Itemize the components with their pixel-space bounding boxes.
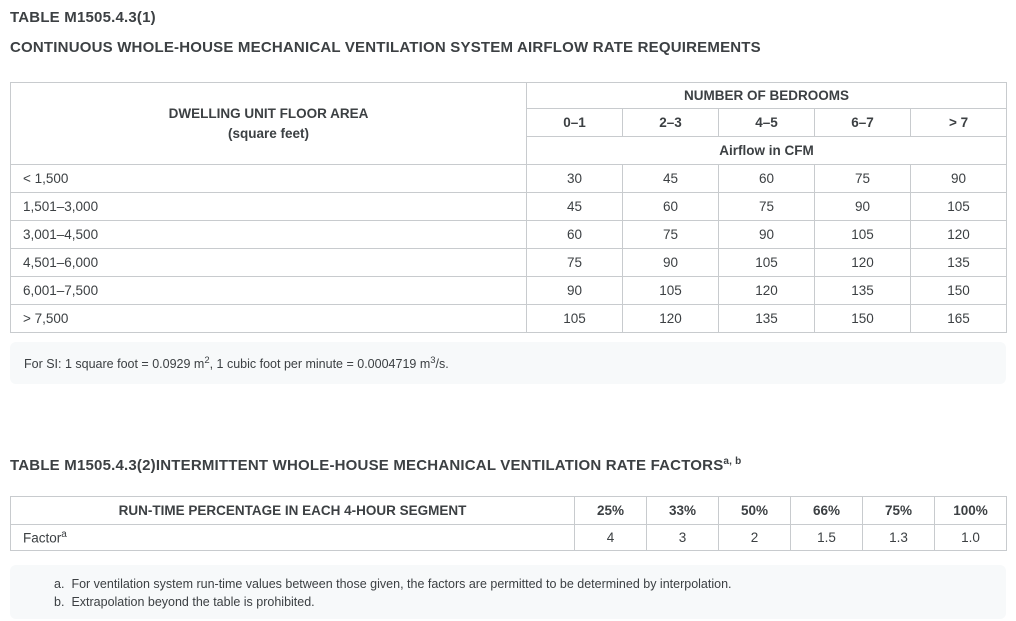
airflow-cell: 90 xyxy=(719,221,815,249)
footnote-b xyxy=(54,593,1006,611)
airflow-cell: 120 xyxy=(911,221,1007,249)
bedroom-range-cell: 0–1 xyxy=(527,109,623,137)
factor-superscript: a xyxy=(61,529,67,541)
si-note-text: For SI: 1 square foot = 0.0929 $m^2$, 1 cubic foot per minute = 0.0004719 $m^3/s$. xyxy=(24,354,449,372)
table1-title-number: TABLE M1505.4.3(1) xyxy=(10,9,156,26)
bedroom-range-cell: 6–7 xyxy=(815,109,911,137)
airflow-requirements-table xyxy=(10,82,1007,333)
percentage-cell: 50% xyxy=(719,497,791,525)
airflow-cell: 45 xyxy=(623,165,719,193)
table-row xyxy=(11,221,1007,249)
airflow-cell: 150 xyxy=(815,305,911,333)
airflow-cell: 120 xyxy=(815,249,911,277)
floor-area-cell: < 1,500 xyxy=(11,165,527,193)
airflow-subheader-cell: Airflow in CFM xyxy=(527,137,1007,165)
factor-label-cell: Factor$^a$ xyxy=(11,525,575,551)
airflow-cell: 75 xyxy=(815,165,911,193)
factor-value-cell: 1.0 xyxy=(935,525,1007,551)
airflow-cell: 105 xyxy=(527,305,623,333)
table-row xyxy=(11,305,1007,333)
airflow-cell: 120 xyxy=(719,277,815,305)
percentage-cell: 33% xyxy=(647,497,719,525)
airflow-cell: 90 xyxy=(911,165,1007,193)
table2-title xyxy=(10,453,1006,475)
airflow-cell: 135 xyxy=(911,249,1007,277)
footnote-letter: a. xyxy=(54,577,65,591)
airflow-cell: 135 xyxy=(815,277,911,305)
superscript: 3 xyxy=(430,354,436,366)
airflow-cell: 105 xyxy=(623,277,719,305)
airflow-cell: 75 xyxy=(623,221,719,249)
header-row-runtime xyxy=(11,497,1007,525)
floor-area-cell: 6,001–7,500 xyxy=(11,277,527,305)
table-row xyxy=(11,277,1007,305)
airflow-cell: 60 xyxy=(719,165,815,193)
footnote-a xyxy=(54,575,1006,593)
floor-area-header-line2: (square feet) xyxy=(227,125,310,141)
factor-value-cell: 2 xyxy=(719,525,791,551)
factor-row xyxy=(11,525,1007,551)
airflow-cell: 60 xyxy=(527,221,623,249)
table2-title-superscript: a, b xyxy=(723,456,742,467)
airflow-cell: 90 xyxy=(527,277,623,305)
floor-area-cell: 4,501–6,000 xyxy=(11,249,527,277)
bedrooms-group-header-cell: NUMBER OF BEDROOMS xyxy=(527,83,1007,109)
table2-title-text: TABLE M1505.4.3(2)INTERMITTENT WHOLE-HOUSE MECHANICAL VENTILATION RATE FACTORS xyxy=(10,457,724,474)
footnote-text: Extrapolation beyond the table is prohibited. xyxy=(71,595,315,609)
runtime-percentage-header-cell: RUN-TIME PERCENTAGE IN EACH 4-HOUR SEGMENT xyxy=(11,497,575,525)
floor-area-cell: 1,501–3,000 xyxy=(11,193,527,221)
table-row xyxy=(11,249,1007,277)
intermittent-rate-factors-table xyxy=(10,496,1007,551)
table-row xyxy=(11,193,1007,221)
factor-value-cell: 1.3 xyxy=(863,525,935,551)
factor-value-cell: 4 xyxy=(575,525,647,551)
table1-title-caption: CONTINUOUS WHOLE-HOUSE MECHANICAL VENTILATION SYSTEM AIRFLOW RATE REQUIREMENTS xyxy=(10,39,761,56)
factor-value-cell: 3 xyxy=(647,525,719,551)
airflow-cell: 75 xyxy=(719,193,815,221)
factor-value-cell: 1.5 xyxy=(791,525,863,551)
airflow-cell: 75 xyxy=(527,249,623,277)
footnote-text: For ventilation system run-time values between those given, the factors are permitted to be determined by interpolation. xyxy=(71,577,732,591)
floor-area-cell: 3,001–4,500 xyxy=(11,221,527,249)
airflow-cell: 105 xyxy=(719,249,815,277)
floor-area-header-cell xyxy=(11,83,527,165)
airflow-cell: 45 xyxy=(527,193,623,221)
airflow-cell: 135 xyxy=(719,305,815,333)
table-row xyxy=(11,165,1007,193)
bedroom-range-cell: > 7 xyxy=(911,109,1007,137)
footnote-letter: b. xyxy=(54,595,65,609)
airflow-cell: 105 xyxy=(911,193,1007,221)
bedroom-range-cell: 2–3 xyxy=(623,109,719,137)
airflow-cell: 105 xyxy=(815,221,911,249)
percentage-cell: 100% xyxy=(935,497,1007,525)
airflow-cell: 30 xyxy=(527,165,623,193)
header-row-group xyxy=(11,83,1007,109)
airflow-cell: 90 xyxy=(623,249,719,277)
airflow-cell: 90 xyxy=(815,193,911,221)
airflow-cell: 120 xyxy=(623,305,719,333)
airflow-cell: 60 xyxy=(623,193,719,221)
floor-area-cell: > 7,500 xyxy=(11,305,527,333)
si-conversion-note xyxy=(10,342,1006,384)
airflow-cell: 150 xyxy=(911,277,1007,305)
percentage-cell: 25% xyxy=(575,497,647,525)
floor-area-header-line1: DWELLING UNIT FLOOR AREA xyxy=(168,105,369,121)
superscript: 2 xyxy=(204,354,210,366)
bedroom-range-cell: 4–5 xyxy=(719,109,815,137)
table2-footnotes xyxy=(10,565,1006,619)
airflow-cell: 165 xyxy=(911,305,1007,333)
percentage-cell: 66% xyxy=(791,497,863,525)
percentage-cell: 75% xyxy=(863,497,935,525)
